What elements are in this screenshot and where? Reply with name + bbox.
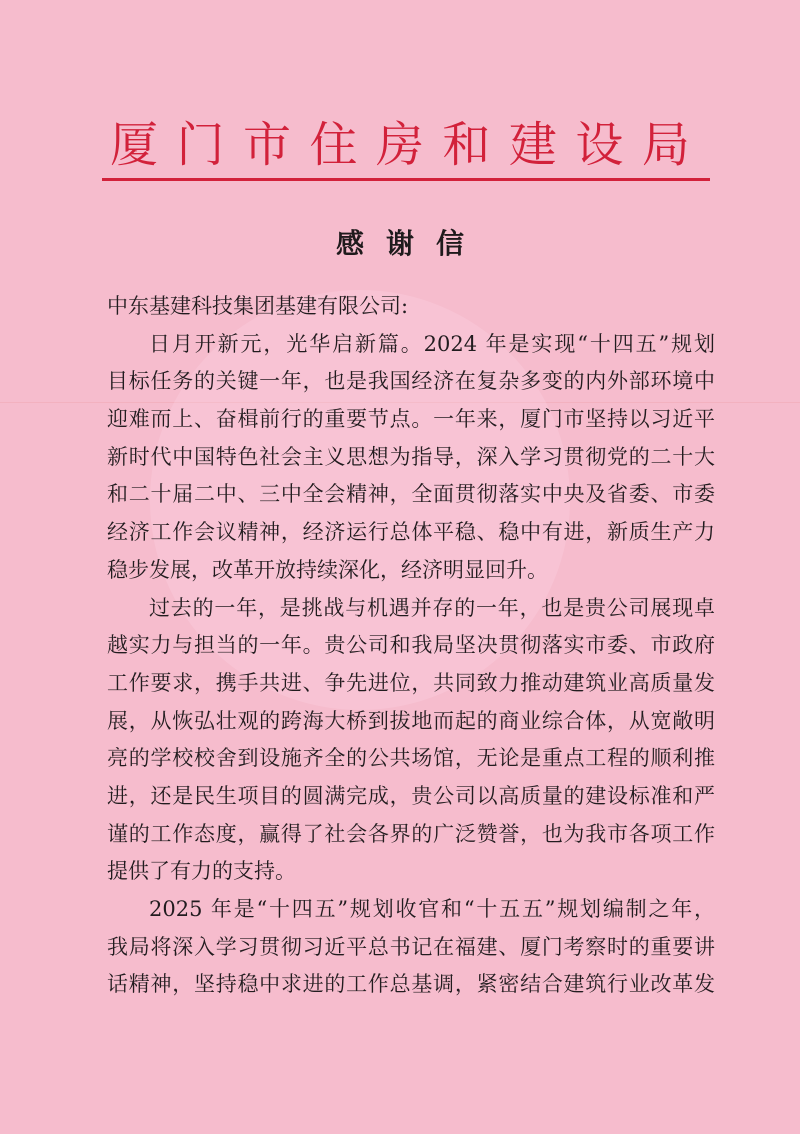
paragraph-line: 谨的工作态度，赢得了社会各界的广泛赞誉，也为我市各项工作 bbox=[107, 821, 715, 846]
paragraph-line: 展，从恢弘壮观的跨海大桥到拔地而起的商业综合体，从宽敞明 bbox=[107, 708, 715, 733]
paragraph-line: 过去的一年，是挑战与机遇并存的一年，也是贵公司展现卓 bbox=[149, 595, 715, 620]
paragraph-line: 我局将深入学习贯彻习近平总书记在福建、厦门考察时的重要讲 bbox=[107, 934, 715, 959]
letterhead-red-rule bbox=[102, 178, 710, 181]
paragraph-line: 日月开新元，光华启新篇。2024 年是实现“十四五”规划 bbox=[149, 331, 715, 356]
paragraph-line: 新时代中国特色社会主义思想为指导，深入学习贯彻党的二十大 bbox=[107, 444, 715, 469]
letterhead-char: 住 bbox=[309, 116, 358, 173]
letterhead-char: 建 bbox=[508, 116, 557, 173]
paragraph bbox=[107, 326, 715, 590]
paragraph-line: 稳步发展，改革开放持续深化，经济明显回升。 bbox=[107, 557, 548, 582]
letterhead-char: 房 bbox=[375, 116, 424, 173]
paragraph-line: 进，还是民生项目的圆满完成，贵公司以高质量的建设标准和严 bbox=[107, 783, 715, 808]
paragraph bbox=[107, 590, 715, 892]
paragraph-line: 迎难而上、奋楫前行的重要节点。一年来，厦门市坚持以习近平 bbox=[107, 407, 715, 432]
paragraph-line: 经济工作会议精神，经济运行总体平稳、稳中有进，新质生产力 bbox=[107, 520, 715, 545]
letterhead-char: 厦 bbox=[110, 116, 159, 173]
paragraph-line: 亮的学校校舍到设施齐全的公共场馆，无论是重点工程的顺利推 bbox=[107, 746, 715, 771]
letterhead-char: 局 bbox=[641, 116, 690, 173]
letterhead-org-name bbox=[110, 110, 690, 173]
paragraph-line: 目标任务的关键一年，也是我国经济在复杂多变的内外部环境中 bbox=[107, 369, 715, 394]
paragraph-line: 和二十届二中、三中全会精神，全面贯彻落实中央及省委、市委 bbox=[107, 482, 715, 507]
letterhead-char: 设 bbox=[575, 116, 624, 173]
paragraph-line: 话精神，坚持稳中求进的工作总基调，紧密结合建筑行业改革发 bbox=[107, 972, 715, 997]
letterhead-char: 市 bbox=[242, 116, 291, 173]
letterhead-char: 和 bbox=[442, 116, 491, 173]
paragraph-line: 越实力与担当的一年。贵公司和我局坚决贯彻落实市委、市政府 bbox=[107, 633, 715, 658]
paragraph bbox=[107, 891, 715, 1004]
letter-body bbox=[107, 288, 715, 1004]
paragraph-line: 提供了有力的支持。 bbox=[107, 859, 296, 884]
salutation: 中东基建科技集团基建有限公司: bbox=[107, 294, 409, 318]
paragraph-line: 2025 年是“十四五”规划收官和“十五五”规划编制之年， bbox=[149, 897, 715, 921]
letter-title: 感谢信 bbox=[335, 227, 486, 260]
paragraph-line: 工作要求，携手共进、争先进位，共同致力推动建筑业高质量发 bbox=[107, 670, 715, 695]
letterhead-char: 门 bbox=[176, 116, 225, 173]
